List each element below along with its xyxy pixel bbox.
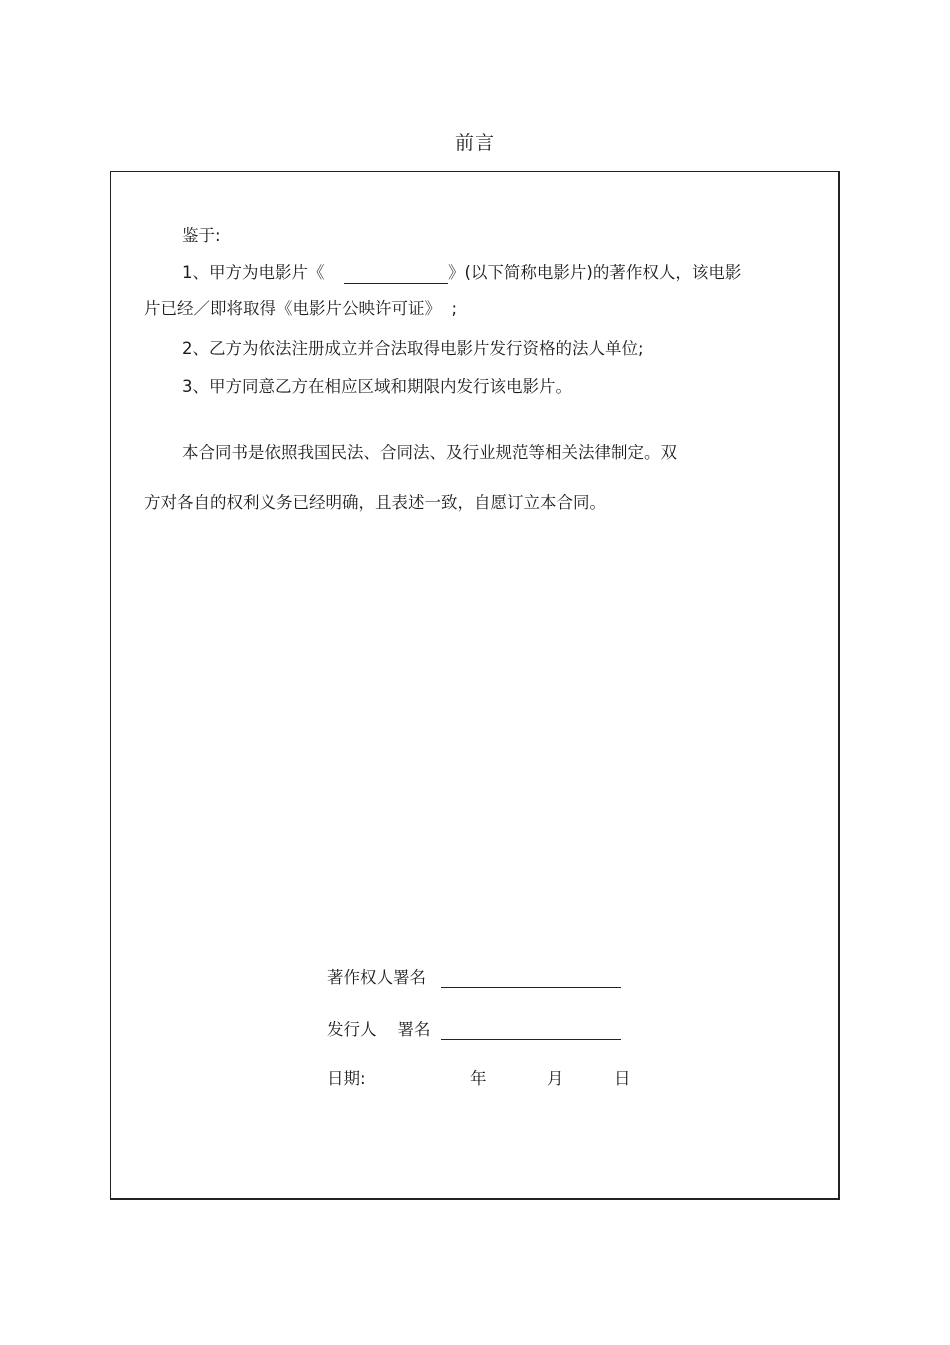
date-label: 日期: — [327, 1069, 366, 1088]
film-title-blank — [344, 283, 448, 284]
item2: 2、乙方为依法注册成立并合法取得电影片发行资格的法人单位; — [182, 339, 644, 358]
page-title: 前言 — [454, 132, 495, 154]
contract-frame — [110, 171, 840, 1200]
item1-suffix: 》(以下简称电影片)的著作权人，该电影 — [448, 263, 742, 282]
basis-line-1: 本合同书是依照我国民法、合同法、及行业规范等相关法律制定。双 — [182, 443, 677, 462]
distributor-signature-line[interactable] — [441, 1039, 621, 1040]
date-month: 月 — [547, 1069, 564, 1088]
copyright-holder-signature-label: 著作权人署名 — [327, 968, 426, 987]
copyright-holder-signature-line[interactable] — [441, 987, 621, 988]
item1-continued: 片已经／即将取得《电影片公映许可证》 ; — [144, 299, 458, 318]
basis-line-2: 方对各自的权利义务已经明确，且表述一致，自愿订立本合同。 — [144, 493, 606, 512]
item1-prefix: 1、甲方为电影片《 — [182, 263, 325, 282]
whereas-heading: 鉴于: — [182, 226, 221, 245]
date-day: 日 — [614, 1069, 631, 1088]
distributor-signature-label: 发行人 署名 — [327, 1020, 431, 1039]
item3: 3、甲方同意乙方在相应区域和期限内发行该电影片。 — [182, 377, 572, 396]
date-year: 年 — [470, 1069, 487, 1088]
